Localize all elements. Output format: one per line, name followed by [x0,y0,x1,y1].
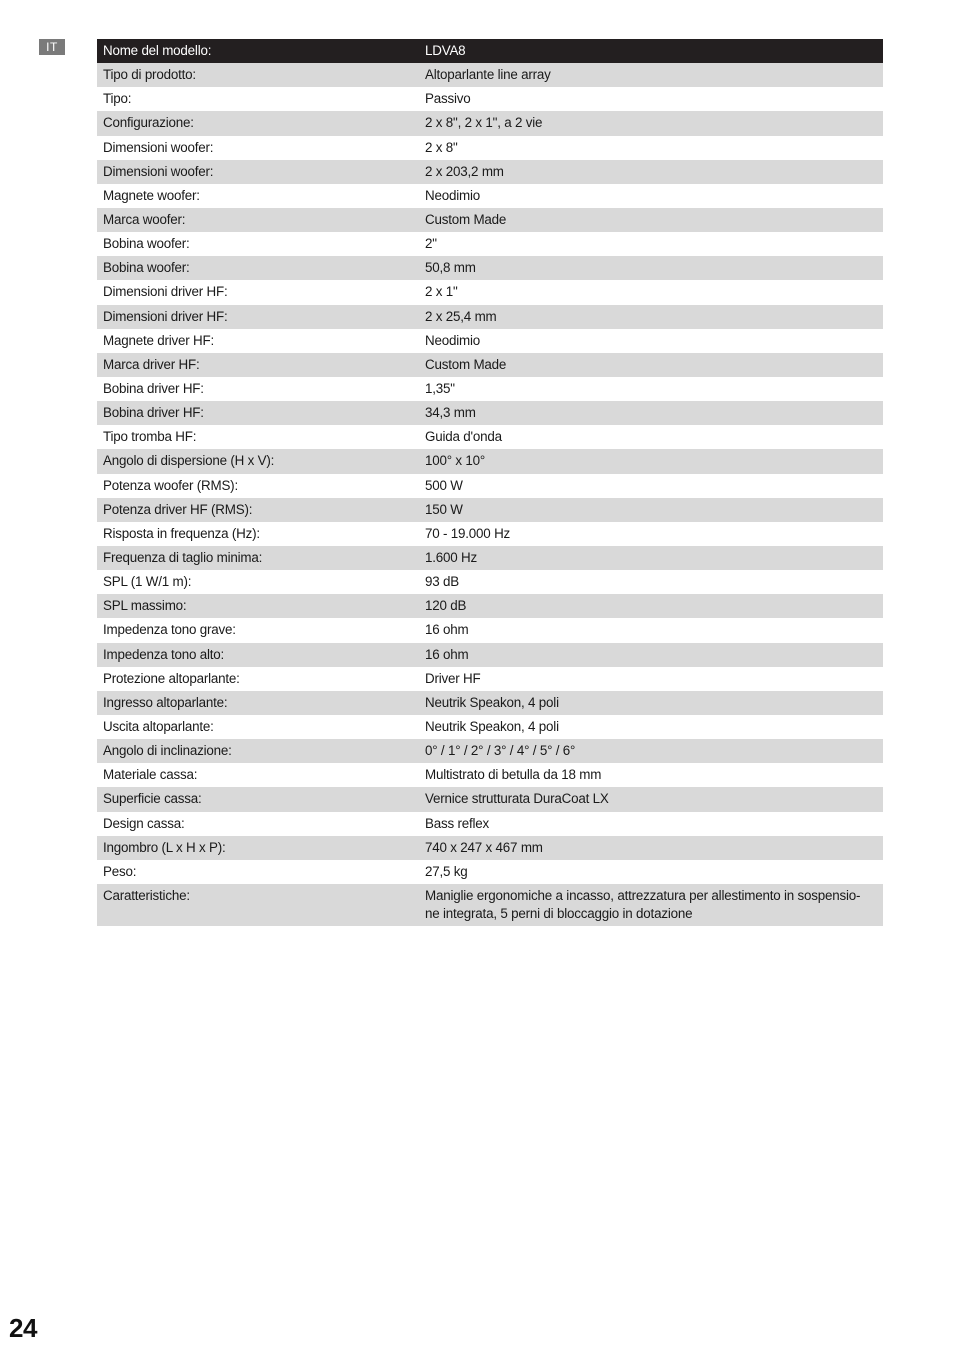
spec-value: 34,3 mm [419,401,883,425]
spec-value: 50,8 mm [419,256,883,280]
spec-value: 16 ohm [419,643,883,667]
spec-value: LDVA8 [419,39,883,63]
table-row [97,570,883,594]
spec-value: 2 x 8" [425,139,458,155]
table-row [97,618,883,642]
table-row [97,691,883,715]
spec-label: Ingresso altoparlante: [97,691,419,715]
spec-value: Bass reflex [425,815,490,831]
table-row [97,63,883,87]
table-row [97,256,883,280]
spec-value: 500 W [425,477,463,493]
spec-label: Impedenza tono alto: [97,643,419,667]
page-number: 24 [9,1313,37,1343]
spec-value: 2 x 25,4 mm [419,305,883,329]
spec-value: Multistrato di betulla da 18 mm [425,767,602,783]
table-row [97,546,883,570]
spec-value: Passivo [425,91,471,107]
table-row [97,787,883,811]
spec-value: 70 - 19.000 Hz [425,525,511,541]
spec-label: Dimensioni driver HF: [97,305,419,329]
spec-value: Neodimio [425,187,480,203]
table-row [97,812,883,836]
spec-value: 150 W [419,498,883,522]
table-row [97,329,883,353]
table-row [97,836,883,860]
spec-label: Uscita altoparlante: [103,719,214,734]
table-row [97,305,883,329]
spec-value: Driver HF [425,670,481,686]
spec-value: Neutrik Speakon, 4 poli [419,691,883,715]
spec-label: Tipo di prodotto: [97,63,419,87]
table-row [97,184,883,208]
spec-label: Peso: [103,863,137,879]
spec-label: Frequenza di taglio minima: [97,546,419,570]
spec-value: 2 x 1" [425,284,458,300]
table-row [97,498,883,522]
spec-label: Marca driver HF: [97,353,419,377]
spec-label: Bobina woofer: [103,236,190,252]
table-row [97,522,883,546]
spec-value: 2" [425,236,437,252]
spec-label: Nome del modello: [97,39,419,63]
spec-label: Angolo di dispersione (H x V): [97,449,419,473]
table-row [97,401,883,425]
spec-label: Potenza woofer (RMS): [103,477,238,493]
table-header-row [97,39,883,63]
table-row [97,860,883,884]
table-row [97,87,883,111]
spec-value: 120 dB [419,594,883,618]
specifications-table [97,39,883,926]
table-row [97,160,883,184]
table-row [97,884,883,926]
spec-label: Dimensioni woofer: [97,160,419,184]
spec-value: 0° / 1° / 2° / 3° / 4° / 5° / 6° [419,739,883,763]
table-row [97,594,883,618]
spec-label: Marca woofer: [97,208,419,232]
spec-value: 2 x 203,2 mm [419,160,883,184]
spec-label: Bobina woofer: [97,256,419,280]
table-row [97,232,883,256]
spec-value: 27,5 kg [425,863,468,879]
spec-value: Vernice strutturata DuraCoat LX [419,787,883,811]
spec-label: Superficie cassa: [97,787,419,811]
spec-label: Tipo tromba HF: [103,429,197,445]
spec-label: Design cassa: [103,815,185,831]
table-row [97,280,883,304]
spec-label: Protezione altoparlante: [103,670,240,686]
spec-label: SPL (1 W/1 m): [103,574,192,590]
table-row [97,643,883,667]
spec-value: 1.600 Hz [419,546,883,570]
spec-value: Custom Made [419,353,883,377]
spec-value: 2 x 8", 2 x 1", a 2 vie [419,111,883,135]
spec-value: 740 x 247 x 467 mm [419,836,883,860]
table-row [97,763,883,787]
spec-label: Configurazione: [97,111,419,135]
spec-value: 93 dB [425,574,459,590]
table-row [97,474,883,498]
spec-label: Materiale cassa: [103,767,198,783]
table-row [97,377,883,401]
table-row [97,111,883,135]
spec-value: Altoparlante line array [419,63,883,87]
spec-value [419,884,883,926]
spec-value: Guida d'onda [425,429,502,445]
spec-label: Impedenza tono grave: [103,622,236,638]
table-row [97,449,883,473]
spec-label: Dimensioni woofer: [103,139,214,155]
spec-value: Custom Made [419,208,883,232]
spec-value: 100° x 10° [419,449,883,473]
table-row [97,715,883,739]
table-row [97,739,883,763]
table-row [97,425,883,449]
spec-label: Ingombro (L x H x P): [97,836,419,860]
spec-label: Angolo di inclinazione: [97,739,419,763]
spec-value-line: Maniglie ergonomiche a incasso, attrezzatura per allestimento in sospensio- [425,887,861,903]
spec-label: SPL massimo: [97,594,419,618]
table-row [97,667,883,691]
spec-label: Bobina driver HF: [103,381,204,397]
spec-label: Potenza driver HF (RMS): [97,498,419,522]
spec-value: 16 ohm [425,622,469,638]
spec-label: Bobina driver HF: [97,401,419,425]
spec-label: Magnete woofer: [103,187,200,203]
spec-label: Dimensioni driver HF: [103,284,228,300]
language-badge: IT [39,39,65,55]
spec-value: Neodimio [425,332,480,348]
table-row [97,136,883,160]
spec-label: Tipo: [103,91,132,107]
table-row [97,208,883,232]
spec-label: Risposta in frequenza (Hz): [103,525,260,541]
spec-value: Neutrik Speakon, 4 poli [425,719,559,734]
spec-label: Magnete driver HF: [103,332,215,348]
spec-value: 1,35" [425,381,455,397]
table-row [97,353,883,377]
spec-label: Caratteristiche: [97,884,419,926]
spec-value-line: ne integrata, 5 perni di bloccaggio in dotazione [425,905,693,921]
